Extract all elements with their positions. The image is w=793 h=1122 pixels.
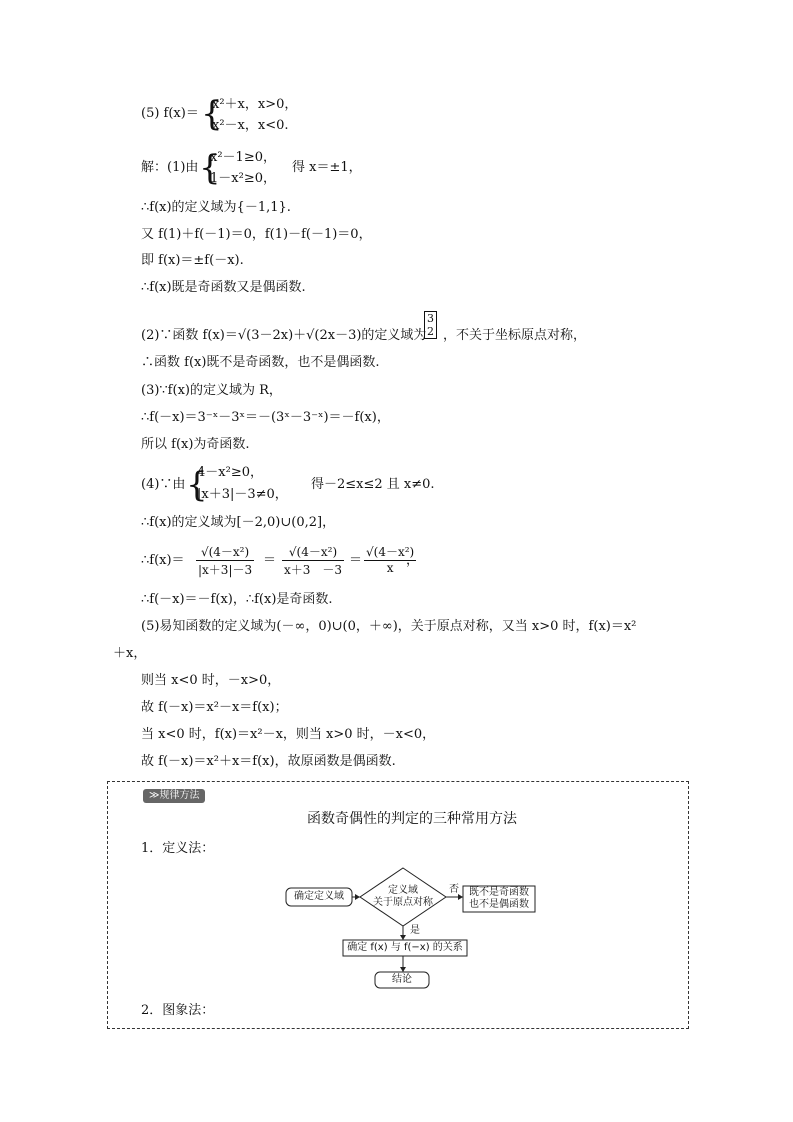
comma: ，: [406, 553, 420, 568]
text-line: ＋x，: [113, 646, 147, 661]
set-top: 3: [427, 312, 434, 325]
solution-1-result: 得 x＝±1，: [292, 160, 362, 175]
start-label: 确定定义域: [294, 891, 344, 902]
end-label: 结论: [392, 974, 412, 985]
problem-5-head: (5) f(x)＝: [141, 106, 199, 121]
method-item-2: 2．图象法：: [141, 1003, 215, 1018]
text-line: 又 f(1)＋f(－1)＝0，f(1)－f(－1)＝0，: [141, 227, 372, 242]
text-line: ∴f(－x)＝－f(x)，∴f(x)是奇函数.: [141, 592, 333, 607]
text-line: 当 x<0 时，f(x)＝x²－x，则当 x>0 时，－x<0，: [141, 727, 436, 742]
denominator: |x＋3|－3: [198, 563, 253, 577]
text-line: ∴f(－x)＝3⁻ˣ－3ˣ＝－(3ˣ－3⁻ˣ)＝－f(x)，: [141, 410, 390, 425]
method-title: 函数奇偶性的判定的三种常用方法: [307, 811, 517, 827]
brace: {: [201, 94, 223, 134]
no-label: 否: [449, 884, 459, 895]
solution-1-head: 解：(1)由: [141, 160, 199, 175]
text-line: 则当 x<0 时，－x>0，: [141, 673, 281, 688]
problem-5-case-1: x²＋x，x>0，: [212, 97, 298, 112]
no-box-label-2: 也不是偶函数: [469, 899, 529, 910]
denominator: x＋3 －3: [284, 563, 343, 577]
problem-4-case-1: 4－x²≥0，: [197, 465, 263, 480]
method-item-1: 1．定义法：: [141, 841, 215, 856]
numerator: √(4－x²): [196, 543, 254, 561]
numerator: √(4－x²): [366, 545, 415, 559]
decision-label-1: 定义域: [388, 885, 418, 896]
text-line: 即 f(x)＝±f(－x).: [141, 253, 244, 268]
brace: {: [186, 465, 208, 505]
solution-1-case-2: 1－x²≥0，: [210, 171, 276, 186]
text-line: 所以 f(x)为奇函数.: [141, 437, 250, 452]
text-line: (3)∵f(x)的定义域为 R，: [141, 383, 282, 398]
text-line: ∴f(x)＝: [141, 553, 185, 568]
yes-label: 是: [410, 925, 420, 936]
problem-5-case-2: x²－x，x<0.: [212, 118, 289, 133]
denominator: x: [386, 561, 394, 575]
brace: {: [199, 148, 221, 188]
problem-4-case-2: |x＋3|－3≠0，: [197, 487, 288, 502]
text-line: (2)∵函数 f(x)＝√(3－2x)＋√(2x－3)的定义域为: [141, 328, 427, 343]
problem-4-result: 得－2≤x≤2 且 x≠0.: [311, 477, 435, 492]
problem-4-head: (4)∵由: [141, 477, 186, 492]
no-box-label-1: 既不是奇函数: [469, 887, 529, 898]
text-line: ∴f(x)的定义域为[－2,0)∪(0,2]，: [141, 515, 336, 530]
solution-1-case-1: x²－1≥0，: [210, 150, 276, 165]
text-line: ∴f(x)既是奇函数又是偶函数.: [141, 280, 306, 295]
text-line: ∴f(x)的定义域为{－1,1}.: [141, 200, 291, 215]
text-line: ，不关于坐标原点对称，: [443, 328, 587, 343]
decision-label-2: 关于原点对称: [373, 897, 433, 908]
equals: ＝: [263, 553, 277, 568]
numerator: √(4－x²): [282, 543, 344, 561]
text-line: (5)易知函数的定义域为(－∞，0)∪(0，＋∞)，关于原点对称，又当 x>0 时，f(x)＝x²: [141, 619, 637, 634]
set-bottom: 2: [427, 325, 434, 338]
compare-label: 确定 f(x) 与 f(−x) 的关系: [347, 942, 463, 953]
text-line: 故 f(－x)＝x²＋x＝f(x)，故原函数是偶函数.: [141, 754, 396, 769]
equals: ＝: [349, 553, 363, 568]
method-tag: ≫规律方法: [143, 789, 205, 803]
text-line: ∴函数 f(x)既不是奇函数，也不是偶函数.: [141, 355, 380, 370]
text-line: 故 f(－x)＝x²－x＝f(x)；: [141, 700, 288, 715]
